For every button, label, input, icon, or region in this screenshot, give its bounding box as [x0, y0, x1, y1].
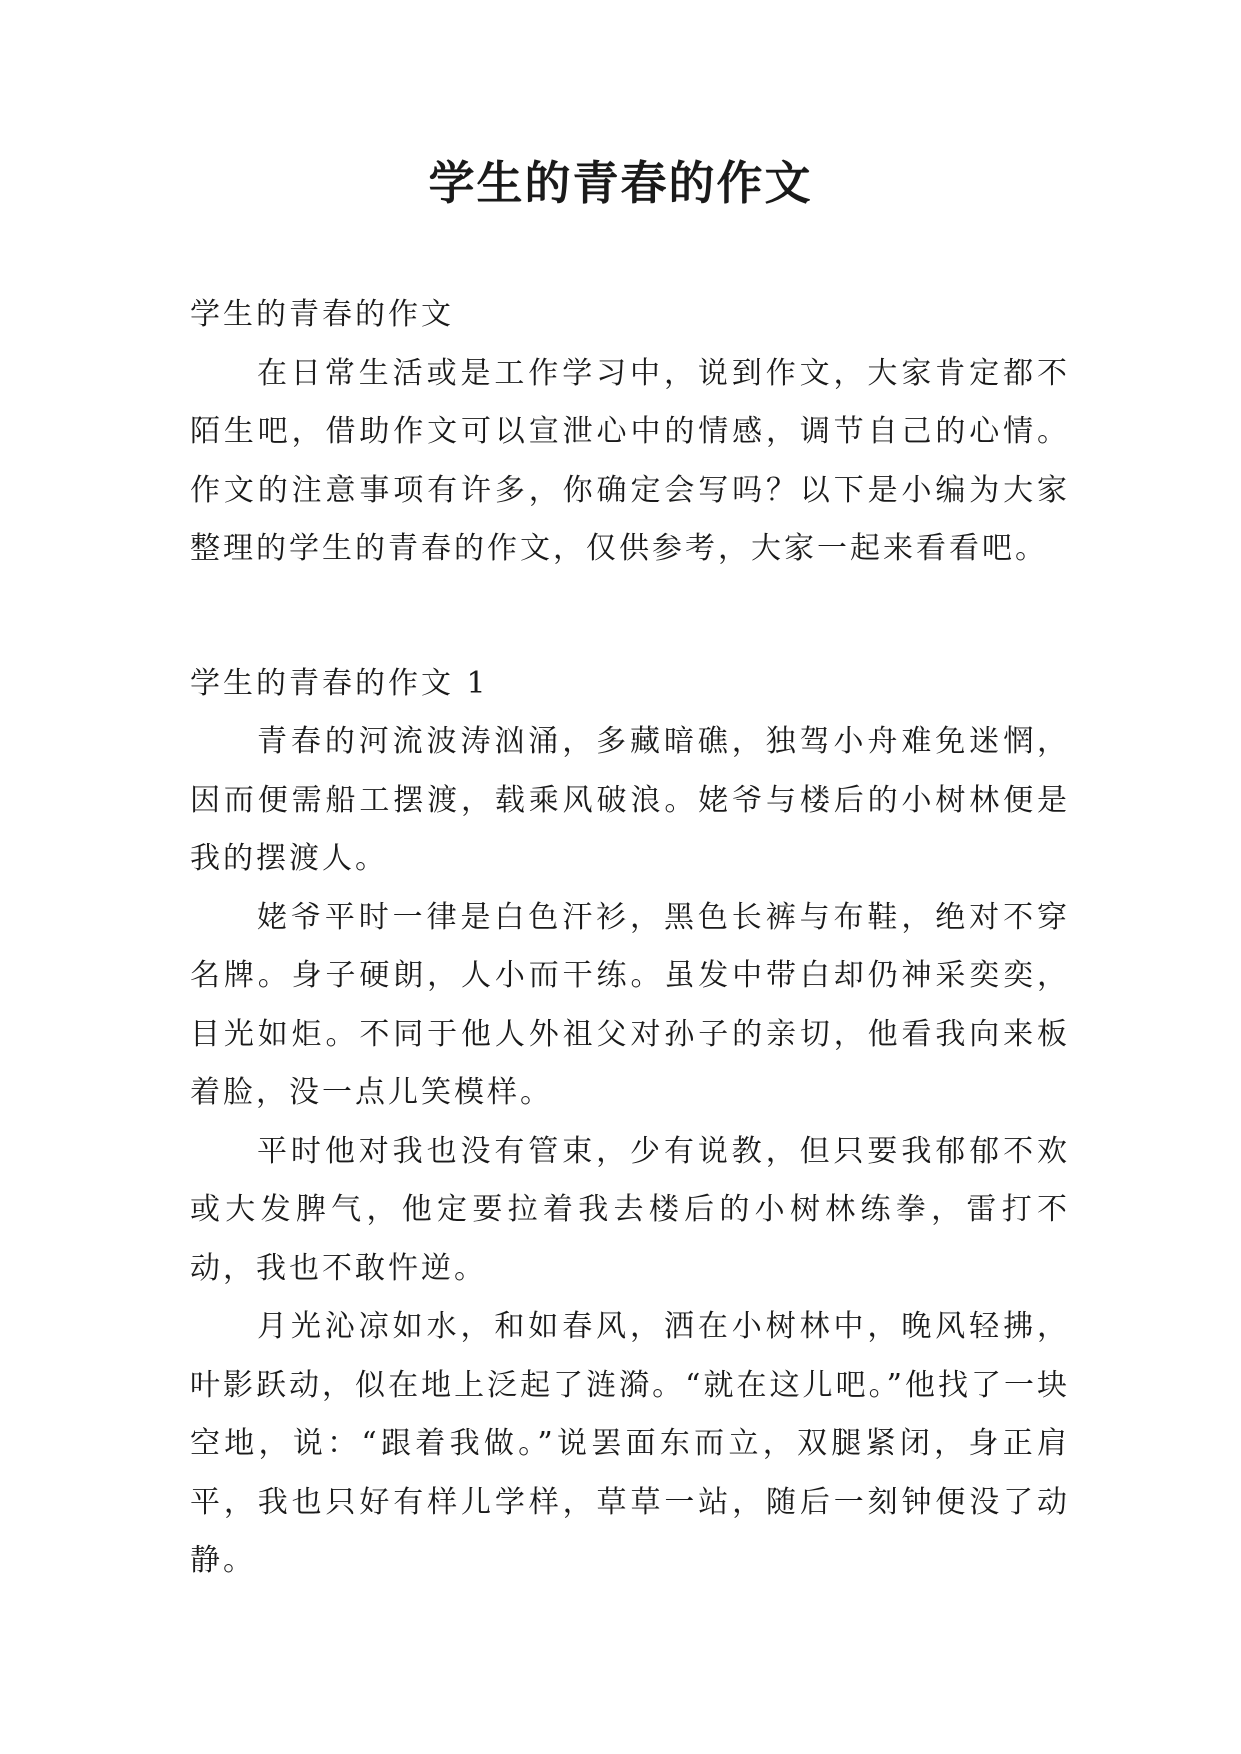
document-body: [190, 286, 1070, 1591]
body-paragraph: 平时他对我也没有管束，少有说教，但只要我郁郁不欢或大发脾气，他定要拉着我去楼后的小树林练拳，雷打不动，我也不敢忤逆。: [190, 1133, 1070, 1286]
body-paragraph: 青春的河流波涛汹涌，多藏暗礁，独驾小舟难免迷惘，因而便需船工摆渡，载乘风破浪。姥爷与楼后的小树林便是我的摆渡人。: [190, 724, 1070, 876]
document-title: 学生的青春的作文: [428, 156, 813, 210]
intro-paragraph: 在日常生活或是工作学习中，说到作文，大家肯定都不陌生吧，借助作文可以宣泄心中的情感，调节自己的心情。作文的注意事项有许多，你确定会写吗？以下是小编为大家整理的学生的青春的作文，仅供参考，大家一起来看看吧。: [190, 355, 1070, 566]
section-heading: 学生的青春的作文 1: [190, 665, 489, 701]
body-paragraph: 姥爷平时一律是白色汗衫，黑色长裤与布鞋，绝对不穿名牌。身子硬朗，人小而干练。虽发中带白却仍神采奕奕，目光如炬。不同于他人外祖父对孙子的亲切，他看我向来板着脸，没一点儿笑模样。: [190, 899, 1070, 1110]
section-spacer: [190, 579, 1070, 655]
body-paragraph: 月光沁凉如水，和如春风，洒在小树林中，晚风轻拂，叶影跃动，似在地上泛起了涟漪。“就在这儿吧。”他找了一块空地，说：“跟着我做。”说罢面东而立，双腿紧闭，身正肩平，我也只好有样儿学样，草草一站，随后一刻钟便没了动静。: [190, 1309, 1070, 1578]
intro-heading: 学生的青春的作文: [190, 297, 454, 332]
